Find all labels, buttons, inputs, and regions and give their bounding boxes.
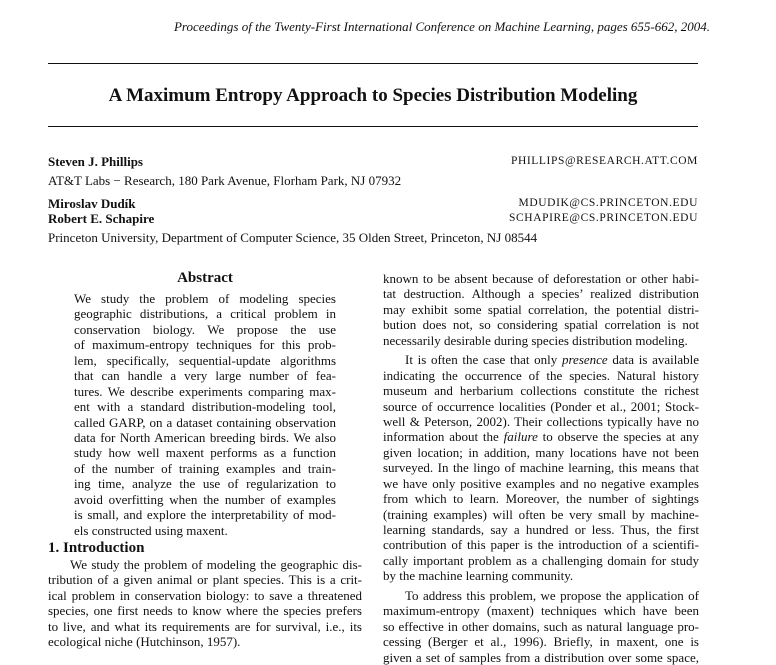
text-line: geographic distributions, a critical problem in (74, 306, 336, 322)
text-line: known to be absent because of deforestation or other habi- (383, 271, 699, 286)
text-line: tribution of a given animal or plant species. This is a crit- (48, 572, 362, 588)
text-line: is small, and explore the interpretability of mod- (74, 507, 336, 523)
text-line: (training examples) will often be very small by machine- (383, 506, 699, 522)
text-line: It is often the case that only presence data is available (405, 352, 699, 368)
introduction-body (48, 557, 362, 650)
text-line: To address this problem, we propose the application of (405, 587, 699, 603)
text-line: given a set of samples from a distribution over some space, (383, 649, 699, 665)
author-email[interactable]: SCHAPIRE@CS.PRINCETON.EDU (509, 212, 698, 224)
section-heading-introduction: 1. Introduction (48, 540, 145, 556)
text-line: ecological niche (Hutchinson, 1957). (48, 634, 241, 650)
author-row (48, 153, 698, 170)
text-line: conservation biology. We propose the use (74, 321, 336, 337)
text-line: source of occurrence localities (Ponder et al., 2001; Stock- (383, 398, 699, 414)
text-line: to live, and what its requirements are for survival, i.e., its (48, 618, 362, 634)
text-line: We study the problem of modeling species (74, 291, 336, 306)
text-line: well & Peterson, 2002). Their collections typically have no (383, 413, 699, 429)
text-line: ing time, analyze the use of regularization to (74, 476, 336, 492)
text-line: cally important problem as a challenging domain for study (383, 552, 699, 568)
text-line: given location; in addition, many locations have not been (383, 444, 699, 460)
text-line: maximum-entropy (maxent) techniques which have been (383, 603, 699, 619)
text-line: indicating the occurrence of the species. Natural history (383, 367, 699, 383)
text-line: contribution of this paper is the introduction of a scientifi- (383, 537, 699, 553)
text-line: learning standards, say a hundred or less. Thus, the first (383, 522, 699, 537)
text-line: ical problem in conservation biology: to save a threatened (48, 587, 362, 603)
emphasis: failure (503, 429, 538, 445)
abstract-heading: Abstract (177, 270, 233, 286)
text-line: tures. We describe experiments comparing max- (74, 383, 336, 399)
text-line: necessarily desirable during species distribution modeling. (383, 332, 688, 348)
text-line: called GARP, on a dataset containing observation (74, 414, 336, 430)
text-line: so effective in other domains, such as natural language pro- (383, 618, 699, 634)
author-email[interactable]: PHILLIPS@RESEARCH.ATT.COM (510, 155, 698, 167)
text-line: avoid overfitting when the number of examples (74, 491, 336, 507)
text-line: we have only positive examples and no negative examples (383, 475, 699, 491)
text-line: ent with a standard distribution-modeling tool, (74, 399, 336, 415)
text-line: may exhibit some spatial correlation, the potential distri- (383, 301, 699, 317)
text-line: museum and herbarium collections constitute the richest (383, 383, 699, 399)
text-line: of maximum-entropy techniques for this prob- (74, 337, 336, 353)
text-line: bution does not, so considering spatial correlation is not (383, 317, 699, 333)
text-line: data for North American breeding birds. We also (74, 429, 336, 445)
paper-title: A Maximum Entropy Approach to Species Distribution Modeling (108, 85, 638, 106)
text-line: lem, specifically, sequential-update algorithms (74, 352, 336, 368)
text-line: that can handle a very large number of fea- (74, 368, 336, 384)
text-line: cessing (Berger et al., 1996). Briefly, in maxent, one is (383, 634, 699, 650)
text-line: We study the problem of modeling the geographic dis- (70, 557, 362, 572)
text-line: species, one first needs to know where the species prefers (48, 603, 362, 619)
text-line: information about the failure to observe the species at any (383, 429, 699, 445)
affiliation: Princeton University, Department of Computer Science, 35 Olden Street, Princeton, NJ 08544 (48, 230, 538, 245)
venue-header: Proceedings of the Twenty-First International Conference on Machine Learning, pages 655-662, 2004. (173, 19, 710, 34)
text-line: tat destruction. Although a species’ realized distribution (383, 286, 699, 302)
text-line: by the machine learning community. (383, 568, 574, 584)
author-name: Steven J. Phillips (48, 154, 143, 169)
text-line: study how well maxent performs as a function (74, 445, 336, 461)
text-line: from which to learn. Moreover, the number of sightings (383, 491, 699, 507)
top-rule (48, 63, 698, 64)
text-line: els constructed using maxent. (74, 522, 228, 538)
abstract-body (74, 291, 336, 538)
title-rule (48, 126, 698, 127)
emphasis: presence (561, 352, 608, 368)
author-name: Robert E. Schapire (48, 211, 155, 226)
author-email[interactable]: MDUDIK@CS.PRINCETON.EDU (518, 197, 698, 209)
right-column-body (383, 271, 699, 665)
author-row (48, 210, 698, 227)
affiliation: AT&T Labs − Research, 180 Park Avenue, Florham Park, NJ 07932 (48, 173, 402, 188)
text-line: of the number of training examples and train- (74, 460, 336, 476)
author-name: Miroslav Dudík (48, 196, 136, 211)
text-line: surveyed. In the lingo of machine learning, this means that (383, 460, 699, 476)
